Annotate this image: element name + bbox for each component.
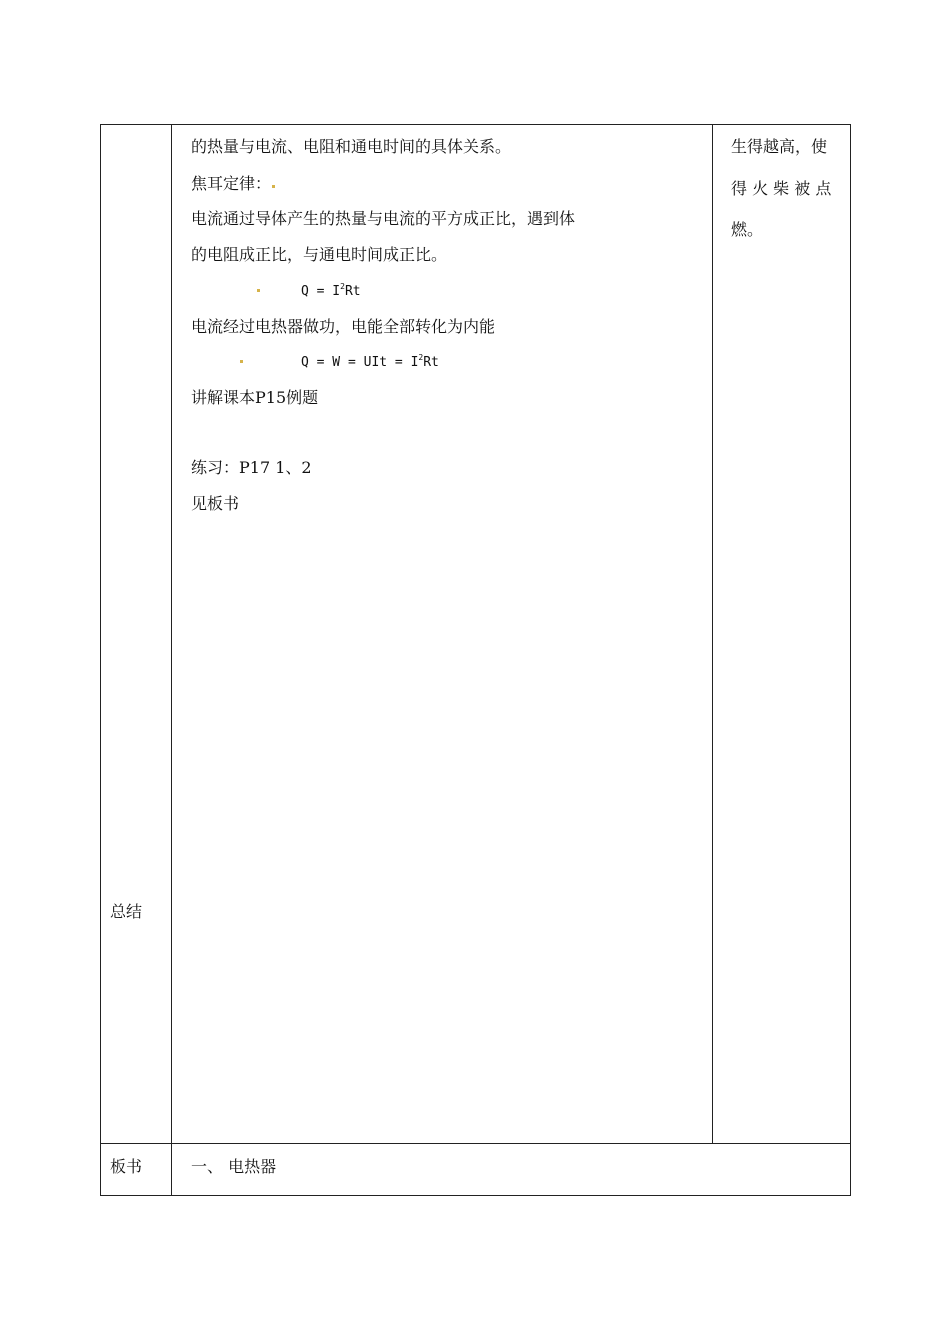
formula-exponent: 2 [418, 353, 424, 362]
content-line-5: 电流经过电热器做功，电能全部转化为内能 [191, 317, 496, 336]
table-border-left [100, 124, 101, 1196]
formula-exponent: 2 [340, 282, 345, 291]
side-line-1: 生得越高，使 [731, 137, 828, 156]
row-divider [100, 1143, 851, 1144]
side-column-divider [712, 124, 713, 1144]
content-line-3: 电流通过导体产生的热量与电流的平方成正比，遇到体 [191, 209, 576, 228]
row-label-board: 板书 [110, 1157, 143, 1176]
side-line-3: 燃。 [731, 220, 764, 239]
content-line-7: 练习：P17 1、2 [191, 458, 312, 477]
table-border-top [100, 124, 851, 125]
label-column-divider [171, 124, 172, 1196]
side-line-2: 得 火 柴 被 点 [731, 179, 832, 198]
content-line-1: 的热量与电流、电阻和通电时间的具体关系。 [191, 137, 512, 156]
marker-dot [272, 185, 275, 188]
content-line-6: 讲解课本P15例题 [191, 388, 319, 407]
formula-left: Q = W = UIt = I [301, 355, 419, 370]
marker-dot [257, 289, 260, 292]
table-border-bottom [100, 1195, 851, 1196]
board-content: 一、 电热器 [191, 1157, 277, 1176]
content-line-4: 的电阻成正比，与通电时间成正比。 [191, 245, 448, 264]
content-line-2: 焦耳定律： [191, 174, 272, 193]
marker-dot [240, 360, 243, 363]
row-label-summary: 总结 [110, 902, 143, 921]
formula-joule-law [301, 278, 361, 301]
formula-right: Rt [423, 355, 439, 370]
content-line-8: 见板书 [191, 494, 240, 513]
table-border-right [850, 124, 851, 1196]
formula-right: Rt [344, 284, 361, 299]
formula-electric-work [301, 349, 439, 372]
formula-left: Q = I [301, 284, 341, 299]
